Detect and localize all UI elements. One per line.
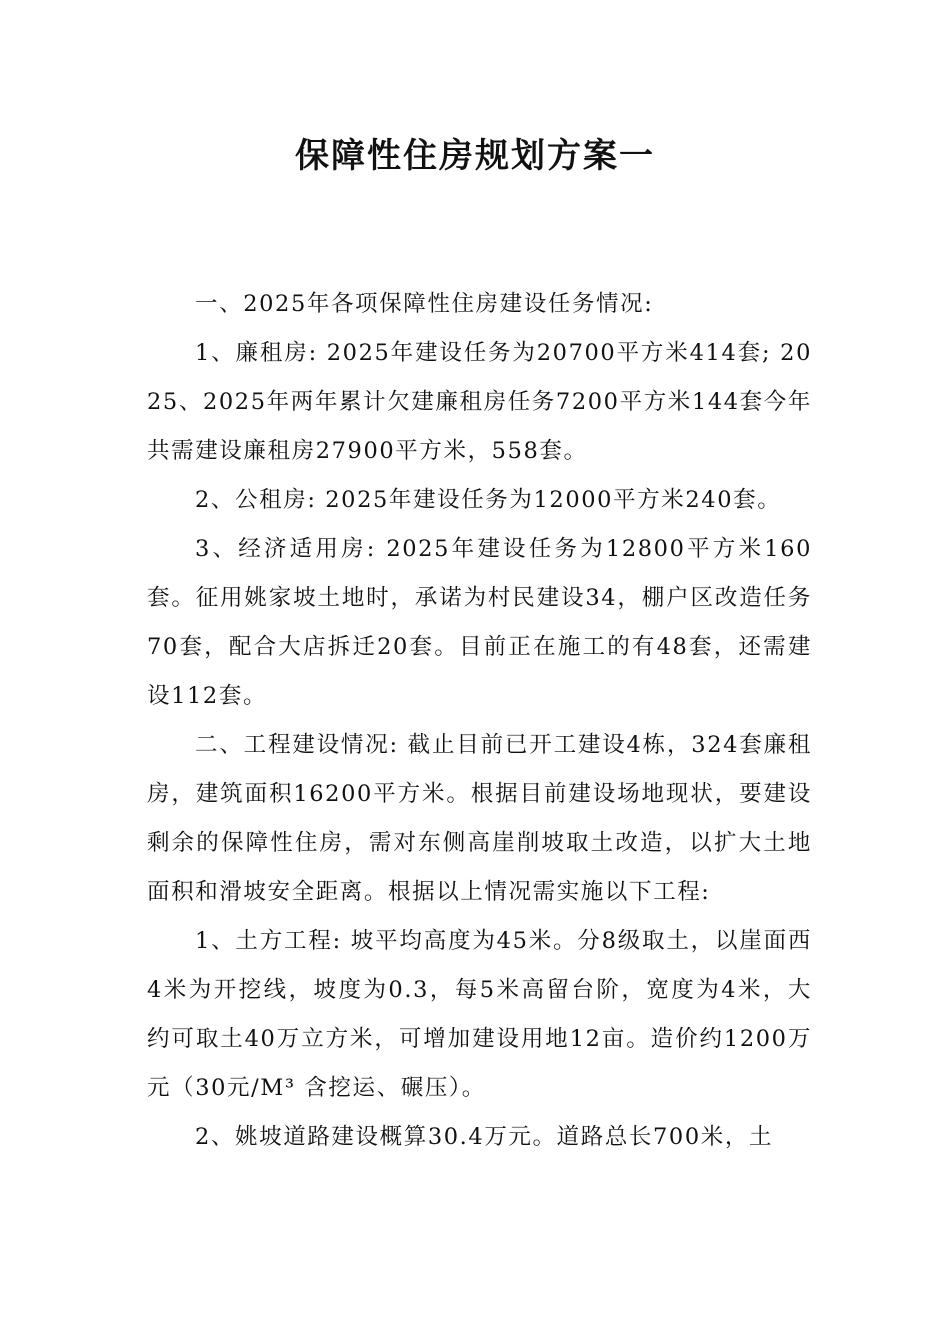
paragraph-earthwork: 1、土方工程: 坡平均高度为45米。分8级取土，以崖面西4米为开挖线，坡度为0.3，每5米高留台阶，宽度为4米，大约可取土40万立方米，可增加建设用地12亩。造价约1200万元（30元/M³ 含挖运、碾压）。 xyxy=(147,928,812,1101)
paragraph-low-rent-housing: 1、廉租房: 2025年建设任务为20700平方米414套; 2025、2025年两年累计欠建廉租房任务7200平方米144套今年共需建设廉租房27900平方米，558套。 xyxy=(147,340,812,464)
section-heading-construction: 二、工程建设情况: 截止目前已开工建设4栋，324套廉租房，建筑面积16200平方米。根据目前建设场地现状，要建设剩余的保障性住房，需对东侧高崖削坡取土改造，以扩大土地面积和滑坡安全距离。根据以上情况需实施以下工程: xyxy=(147,732,812,905)
paragraph-affordable-housing: 3、经济适用房: 2025年建设任务为12800平方米160套。征用姚家坡土地时，承诺为村民建设34，棚户区改造任务70套，配合大店拆迁20套。目前正在施工的有48套，还需建设112套。 xyxy=(147,536,812,709)
section-heading-tasks: 一、2025年各项保障性住房建设任务情况: xyxy=(195,291,654,317)
paragraph-public-rental-housing: 2、公租房: 2025年建设任务为12000平方米240套。 xyxy=(195,487,782,513)
paragraph-road-construction: 2、姚坡道路建设概算30.4万元。道路总长700米，土 xyxy=(195,1124,774,1150)
document-body xyxy=(147,280,812,1162)
document-title: 保障性住房规划方案一 xyxy=(295,136,655,176)
